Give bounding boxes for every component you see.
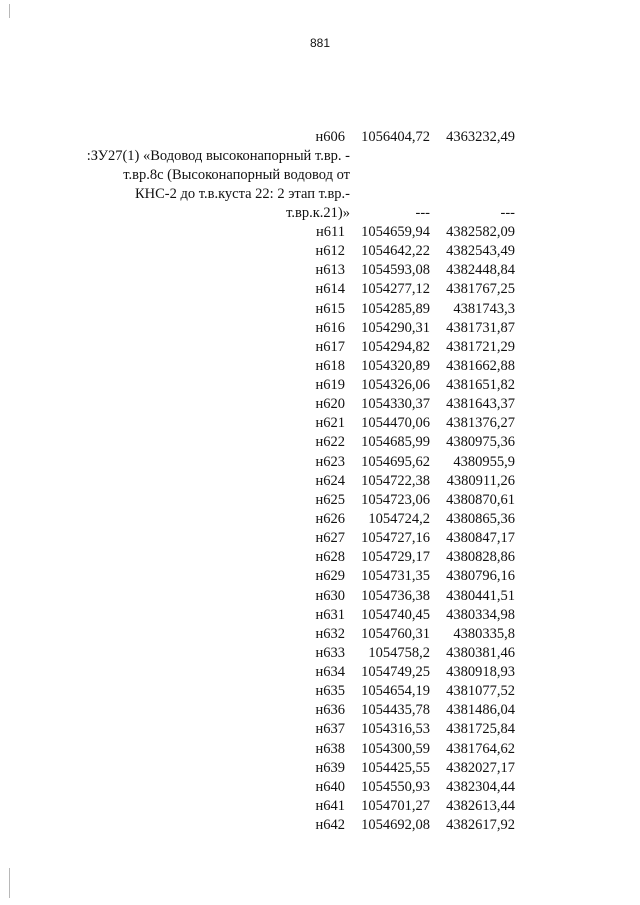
coordinate-row — [0, 128, 640, 147]
coordinate-row — [0, 319, 640, 338]
coordinate-row — [0, 682, 640, 701]
dash-row — [0, 204, 640, 223]
point-label: н620 — [315, 396, 345, 413]
x-coordinate: 1054425,55 — [361, 759, 430, 776]
x-coordinate: 1054326,06 — [361, 377, 430, 393]
y-coordinate: 4382304,44 — [446, 778, 515, 795]
y-coordinate: 4381764,62 — [446, 740, 515, 757]
x-coordinate: 1054722,38 — [361, 472, 430, 489]
coordinate-row — [0, 529, 640, 548]
x-coordinate: 1054723,06 — [361, 491, 430, 508]
y-coordinate: 4380335,8 — [453, 625, 515, 642]
y-coordinate: 4381486,04 — [446, 702, 515, 719]
y-coordinate: 4382617,92 — [446, 817, 515, 833]
y-coordinate: 4381077,52 — [446, 683, 515, 700]
coordinate-row — [0, 280, 640, 299]
coordinate-row — [0, 759, 640, 778]
point-label: н640 — [315, 778, 345, 795]
point-label: н621 — [315, 415, 345, 432]
coordinate-row — [0, 510, 640, 529]
y-coordinate: 4380865,36 — [446, 510, 515, 527]
coordinate-row — [0, 778, 640, 797]
point-label: н625 — [315, 491, 345, 508]
x-coordinate: 1054736,38 — [361, 587, 430, 604]
point-label: н627 — [315, 530, 345, 547]
coordinate-row — [0, 376, 640, 395]
point-label: н617 — [315, 338, 345, 355]
y-coordinate: 4382027,17 — [446, 759, 515, 776]
x-coordinate: 1054470,06 — [361, 415, 430, 432]
point-label: н629 — [315, 568, 345, 585]
x-coordinate: 1054729,17 — [361, 549, 430, 566]
point-label: н636 — [315, 702, 345, 719]
scan-edge-mark-top — [9, 4, 10, 18]
y-coordinate: 4381643,37 — [446, 396, 515, 413]
x-coordinate: 1056404,72 — [361, 129, 430, 145]
section-title-line: КНС-2 до т.в.куста 22: 2 этап т.вр.- — [134, 186, 350, 202]
x-coordinate: 1054731,35 — [361, 568, 430, 585]
point-label: н634 — [315, 664, 345, 680]
page-number: 881 — [309, 36, 331, 50]
coordinate-row — [0, 663, 640, 682]
y-coordinate: 4380870,61 — [446, 491, 515, 508]
y-coordinate: 4382448,84 — [446, 262, 515, 279]
x-coordinate: 1054593,08 — [361, 262, 430, 279]
coordinate-row — [0, 357, 640, 376]
y-coordinate: 4381767,25 — [446, 281, 515, 298]
point-label: н615 — [315, 300, 345, 317]
x-coordinate: 1054701,27 — [361, 797, 430, 814]
x-coordinate: 1054285,89 — [361, 300, 430, 317]
x-coordinate: 1054316,53 — [361, 721, 430, 738]
x-coordinate: 1054435,78 — [361, 702, 430, 719]
y-coordinate: 4380847,17 — [446, 530, 515, 547]
y-coordinate: 4381721,29 — [446, 338, 515, 355]
point-label: н633 — [315, 644, 345, 661]
x-coordinate: 1054642,22 — [361, 243, 430, 260]
y-coordinate: 4380955,9 — [453, 453, 515, 470]
coordinate-row — [0, 701, 640, 720]
x-coordinate: 1054550,93 — [361, 778, 430, 795]
coordinate-row — [0, 491, 640, 510]
x-coordinate: 1054692,08 — [361, 817, 430, 833]
coordinate-row — [0, 567, 640, 586]
x-coordinate: 1054685,99 — [361, 434, 430, 451]
x-coordinate: 1054749,25 — [361, 664, 430, 680]
y-coordinate: 4381376,27 — [446, 415, 515, 432]
y-coordinate: 4380911,26 — [446, 472, 515, 489]
point-label: н624 — [315, 472, 345, 489]
coordinate-row — [0, 797, 640, 816]
point-label: н641 — [315, 797, 345, 814]
y-coordinate: 4380828,86 — [446, 549, 515, 566]
coordinate-row — [0, 472, 640, 491]
x-coordinate: 1054330,37 — [361, 396, 430, 413]
scan-edge-mark-bottom — [9, 868, 10, 898]
y-coordinate: 4381743,3 — [453, 300, 515, 317]
point-label: н619 — [315, 377, 345, 393]
point-label: н614 — [315, 281, 345, 298]
point-label: н612 — [315, 243, 345, 260]
x-coordinate: 1054294,82 — [361, 338, 430, 355]
y-coordinate: 4380381,46 — [446, 644, 515, 661]
point-label: н638 — [315, 740, 345, 757]
coordinate-row — [0, 300, 640, 319]
coordinate-row — [0, 606, 640, 625]
y-coordinate: 4380334,98 — [446, 606, 515, 623]
coordinate-row — [0, 816, 640, 835]
y-coordinate: 4382613,44 — [446, 797, 515, 814]
point-label: н611 — [316, 224, 345, 240]
x-coordinate: 1054724,2 — [368, 510, 430, 527]
coordinate-row — [0, 453, 640, 472]
y-coordinate: 4381651,82 — [446, 377, 515, 393]
coordinate-row — [0, 395, 640, 414]
y-coordinate: 4380441,51 — [446, 587, 515, 604]
point-label: н639 — [315, 759, 345, 776]
point-label: н628 — [315, 549, 345, 566]
coordinate-row — [0, 644, 640, 663]
point-label: н606 — [315, 129, 345, 145]
point-label: н637 — [315, 721, 345, 738]
x-coordinate: 1054290,31 — [361, 319, 430, 336]
point-label: н616 — [315, 319, 345, 336]
coordinate-row — [0, 242, 640, 261]
section-title-line: т.вр.8с (Высоконапорный водовод от — [123, 167, 350, 183]
x-coordinate: 1054760,31 — [361, 625, 430, 642]
section-title-line: :ЗУ27(1) «Водовод высоконапорный т.вр. - — [86, 148, 350, 164]
point-label: н635 — [315, 683, 345, 700]
point-label: н623 — [315, 453, 345, 470]
point-label: н626 — [315, 510, 345, 527]
coordinate-row — [0, 740, 640, 759]
y-coordinate: 4382543,49 — [446, 243, 515, 260]
x-coordinate: 1054320,89 — [361, 357, 430, 374]
section-title-line: т.вр.к.21)» — [286, 205, 350, 221]
coordinate-row — [0, 625, 640, 644]
coordinate-row — [0, 548, 640, 567]
x-coordinate: 1054740,45 — [361, 606, 430, 623]
x-coordinate: 1054277,12 — [361, 281, 430, 298]
coordinate-row — [0, 433, 640, 452]
coordinate-row — [0, 587, 640, 606]
y-coordinate: 4381662,88 — [446, 357, 515, 374]
point-label: н630 — [315, 587, 345, 604]
y-coordinate: 4380975,36 — [446, 434, 515, 451]
y-coordinate: 4380918,93 — [446, 664, 515, 680]
point-label: н613 — [315, 262, 345, 279]
y-coordinate-dash: --- — [500, 205, 515, 221]
point-label: н642 — [315, 817, 345, 833]
point-label: н618 — [315, 357, 345, 374]
coordinate-row — [0, 720, 640, 739]
point-label: н631 — [315, 606, 345, 623]
point-label: н632 — [315, 625, 345, 642]
coordinate-row — [0, 261, 640, 280]
x-coordinate: 1054695,62 — [361, 453, 430, 470]
x-coordinate: 1054654,19 — [361, 683, 430, 700]
y-coordinate: 4380796,16 — [446, 568, 515, 585]
x-coordinate-dash: --- — [415, 205, 430, 221]
y-coordinate: 4363232,49 — [446, 129, 515, 145]
y-coordinate: 4381725,84 — [446, 721, 515, 738]
coordinate-row — [0, 223, 640, 242]
x-coordinate: 1054300,59 — [361, 740, 430, 757]
y-coordinate: 4382582,09 — [446, 224, 515, 240]
x-coordinate: 1054659,94 — [361, 224, 430, 240]
coordinate-row — [0, 338, 640, 357]
coordinate-row — [0, 414, 640, 433]
point-label: н622 — [315, 434, 345, 451]
y-coordinate: 4381731,87 — [446, 319, 515, 336]
x-coordinate: 1054727,16 — [361, 530, 430, 547]
x-coordinate: 1054758,2 — [368, 644, 430, 661]
